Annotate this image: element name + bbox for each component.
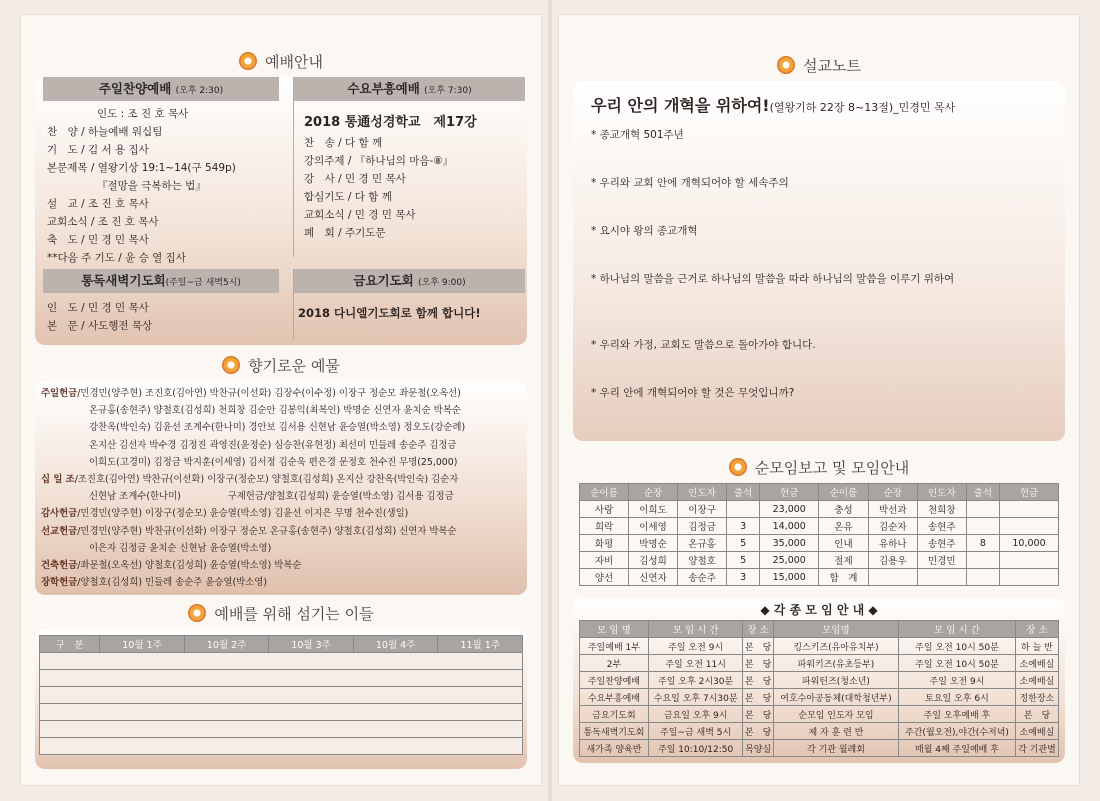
table-cell: 10,000 — [1000, 535, 1059, 552]
table-cell: 본 당 — [743, 723, 774, 740]
table-cell: 희락 — [580, 518, 629, 535]
table-cell: 주일~금 새벽 5시 — [648, 723, 742, 740]
table-header-cell: 10월 2주 — [184, 636, 269, 653]
wednesday-heading: 2018 통通성경학교 제17강 — [304, 115, 477, 130]
offering-label: 장학헌금 — [41, 577, 78, 589]
sermon-note: * 하나님의 말씀을 근거로 하나님의 말씀을 따라 하나님의 말씀을 이루기 위하여 — [591, 273, 955, 285]
table-cell: 양선 — [580, 569, 629, 586]
table-cell: 2부 — [580, 655, 649, 672]
flower-icon — [777, 56, 795, 74]
offering-title-text: 향기로운 예물 — [248, 356, 340, 375]
offering-names: /민경민(양주현) 조진호(김아연) 박찬규(이선화) 김장수(이수정) 이장구 정순모 좌문철(오옥선) — [77, 388, 461, 399]
table-row — [580, 706, 1059, 723]
friday-text: 2018 다니엘기도회로 함께 합니다! — [298, 306, 481, 320]
table-cell: 3 — [727, 569, 760, 586]
table-cell: 본 당 — [743, 638, 774, 655]
sunday-line: 축 도 / 민 경 민 목사 — [47, 234, 149, 246]
table-cell: 새가족 양육반 — [580, 740, 649, 757]
servers-table — [39, 635, 523, 755]
table-cell: 본 당 — [743, 689, 774, 706]
table-cell: 수요일 오후 7시30분 — [648, 689, 742, 706]
table-row — [40, 721, 523, 738]
table-row — [580, 501, 1059, 518]
table-cell: 주일 오후예배 후 — [899, 706, 1016, 723]
group-section-title — [559, 455, 1079, 479]
table-cell: 김용우 — [868, 552, 917, 569]
table-header-cell: 헌금 — [1000, 484, 1059, 501]
table-cell: 통독새벽기도회 — [580, 723, 649, 740]
offering-names: /민경민(양주현) 이장구(정순모) 윤승열(박소영) 김윤선 이지은 무명 천수진(생일) — [77, 508, 409, 520]
table-cell — [40, 738, 523, 755]
offering-line — [41, 454, 521, 471]
offering-label: 건축헌금 — [41, 560, 78, 572]
right-page — [558, 14, 1080, 786]
table-row — [40, 687, 523, 704]
sunday-line: 찬 양 / 하늘예배 워십팀 — [47, 126, 163, 138]
table-cell: 킹스키즈(유아유치부) — [773, 638, 898, 655]
worship-title-text: 예배안내 — [265, 52, 323, 71]
table-header-cell: 출석 — [727, 484, 760, 501]
table-cell: 5 — [727, 552, 760, 569]
table-cell: 각 기관별 — [1015, 740, 1058, 757]
table-header-cell: 순장 — [868, 484, 917, 501]
table-header-cell: 순이름 — [819, 484, 869, 501]
table-row — [580, 655, 1059, 672]
sunday-line: 인도 : 조 진 호 목사 — [97, 108, 189, 120]
table-cell: 신연자 — [629, 569, 678, 586]
friday-time: (오후 9:00) — [418, 278, 466, 288]
table-cell: 여호수아공동체(대학청년부) — [773, 689, 898, 706]
dawn-line: 본 문 / 사도행전 묵상 — [47, 320, 153, 332]
sunday-header — [43, 77, 279, 101]
table-cell: 주일 오전 11시 — [648, 655, 742, 672]
table-header-cell: 10월 3주 — [269, 636, 354, 653]
sunday-block — [43, 77, 279, 264]
table-cell: 25,000 — [760, 552, 819, 569]
dawn-block — [43, 269, 279, 339]
table-cell — [40, 721, 523, 738]
table-cell: 주일 오전 9시 — [899, 672, 1016, 689]
table-cell — [1000, 501, 1059, 518]
table-cell: 소예배실 — [1015, 655, 1058, 672]
offering-line — [41, 523, 521, 540]
offering-line — [41, 419, 521, 436]
table-cell: 본 당 — [1015, 706, 1058, 723]
table-cell: 민경민 — [917, 552, 966, 569]
table-row — [580, 535, 1059, 552]
table-cell: 본 당 — [743, 706, 774, 723]
table-header-cell: 모임명 — [773, 621, 898, 638]
sermon-section-title — [559, 53, 1079, 77]
sermon-notes — [591, 126, 1047, 402]
offering-names: 이희도(고경미) 김정금 박지훈(이세영) 김서정 김순욱 편은경 문정호 천수진 무명(25,000) — [89, 456, 458, 468]
table-cell: 목양실 — [743, 740, 774, 757]
sunday-line: 기 도 / 김 서 용 집사 — [47, 144, 149, 156]
flower-icon — [188, 604, 206, 622]
offering-line — [41, 402, 521, 419]
table-header-cell: 10월 4주 — [353, 636, 438, 653]
table-cell: 본 당 — [743, 655, 774, 672]
table-cell: 이장구 — [678, 501, 727, 518]
friday-header — [294, 269, 525, 293]
table-cell: 온규홍 — [678, 535, 727, 552]
table-header-cell: 인도자 — [678, 484, 727, 501]
wednesday-line: 교회소식 / 민 경 민 목사 — [304, 209, 416, 221]
table-row — [40, 704, 523, 721]
table-cell: 송순주 — [678, 569, 727, 586]
table-row — [580, 569, 1059, 586]
friday-block — [293, 269, 525, 339]
table-cell: 하 늘 반 — [1015, 638, 1058, 655]
sunday-title: 주일찬양예배 — [98, 81, 172, 96]
table-cell: 이세영 — [629, 518, 678, 535]
meeting-panel — [573, 598, 1065, 763]
table-cell — [966, 552, 999, 569]
table-header-cell: 순이름 — [580, 484, 629, 501]
sunday-line: 교회소식 / 조 진 호 목사 — [47, 216, 159, 228]
offering-names: /조진호(김아연) 박찬규(이선화) 이장구(정순모) 양철호(김성희) 온지산 강찬옥(박인숙) 김순자 — [74, 474, 459, 486]
table-cell: 김순자 — [868, 518, 917, 535]
table-cell: 절제 — [819, 552, 869, 569]
table-cell: 천희창 — [917, 501, 966, 518]
table-cell — [40, 653, 523, 670]
offering-names: 강찬옥(박인숙) 김윤선 조계수(한나미) 경안보 김서용 신현남 윤승열(박소영) 정오도(강순례) — [89, 422, 466, 434]
table-cell: 35,000 — [760, 535, 819, 552]
table-header-cell: 11월 1주 — [438, 636, 523, 653]
offering-line — [41, 488, 521, 505]
table-cell: 양철호 — [678, 552, 727, 569]
table-cell: 본 당 — [743, 672, 774, 689]
sermon-note: * 종교개혁 501주년 — [591, 129, 684, 141]
offering-list — [41, 385, 521, 591]
left-page — [20, 14, 542, 786]
wednesday-line: 강의주제 / 『하나님의 마음-⑧』 — [304, 155, 454, 167]
offering-line — [41, 437, 521, 454]
table-cell: 사랑 — [580, 501, 629, 518]
sunday-line: 본문제목 / 열왕기상 19:1~14(구 549p) — [47, 162, 236, 174]
meeting-title: ◆ 각 종 모 임 안 내 ◆ — [760, 603, 878, 617]
servers-panel — [35, 629, 527, 769]
wednesday-line: 합심기도 / 다 함 께 — [304, 191, 392, 203]
table-cell: 송현주 — [917, 535, 966, 552]
table-header-cell: 장 소 — [743, 621, 774, 638]
table-cell: 3 — [727, 518, 760, 535]
table-cell: 충성 — [819, 501, 869, 518]
table-cell: 파워틴즈(청소년) — [773, 672, 898, 689]
offering-label: 감사헌금 — [41, 508, 78, 520]
table-cell — [966, 501, 999, 518]
table-cell: 주일 오전 10시 50분 — [899, 638, 1016, 655]
wednesday-line: 폐 회 / 주기도문 — [304, 227, 386, 239]
table-header-cell: 장 소 — [1015, 621, 1058, 638]
table-cell: 화평 — [580, 535, 629, 552]
table-row — [580, 552, 1059, 569]
offering-line — [41, 471, 521, 488]
table-row — [40, 670, 523, 687]
table-cell: 순모임 인도자 모임 — [773, 706, 898, 723]
table-cell: 박선과 — [868, 501, 917, 518]
dawn-header — [43, 269, 279, 293]
table-cell: 김성희 — [629, 552, 678, 569]
table-cell: 주일 오전 10시 50분 — [899, 655, 1016, 672]
table-header-cell: 헌금 — [760, 484, 819, 501]
wednesday-block — [293, 77, 525, 257]
table-header-cell: 모 임 명 — [580, 621, 649, 638]
table-cell: 8 — [966, 535, 999, 552]
table-cell: 주일 10:10/12:50 — [648, 740, 742, 757]
meeting-table-body — [580, 638, 1059, 757]
fold-spine — [548, 0, 552, 801]
worship-section-title — [21, 49, 541, 73]
offering-names: 이은자 김정금 윤치순 신현남 윤승열(박소영) — [89, 542, 272, 554]
table-header-cell: 10월 1주 — [100, 636, 185, 653]
table-cell: 주일찬양예배 — [580, 672, 649, 689]
table-cell — [40, 704, 523, 721]
friday-title: 금요기도회 — [353, 273, 414, 288]
sermon-heading: 우리 안의 개혁을 위하여! — [591, 96, 770, 115]
table-header-row — [40, 636, 523, 653]
table-cell: 매월 4째 주일예배 후 — [899, 740, 1016, 757]
table-header-cell: 모 임 시 간 — [899, 621, 1016, 638]
table-cell: 주간(월오전),야간(수저녁) — [899, 723, 1016, 740]
table-header-cell: 인도자 — [917, 484, 966, 501]
table-cell: 합 계 — [819, 569, 869, 586]
table-row — [580, 723, 1059, 740]
table-cell: 23,000 — [760, 501, 819, 518]
dawn-time: (주일~금 새벽5시) — [165, 278, 241, 288]
table-cell: 주일예배 1부 — [580, 638, 649, 655]
table-cell — [727, 501, 760, 518]
table-cell — [1000, 569, 1059, 586]
table-cell: 토요일 오후 6시 — [899, 689, 1016, 706]
table-cell: 정한장소 — [1015, 689, 1058, 706]
sunday-line: 『절망을 극복하는 법』 — [97, 180, 206, 192]
table-cell: 소예배실 — [1015, 672, 1058, 689]
offering-names: /좌문철(오옥선) 양철호(김성희) 윤승열(박소영) 박복순 — [77, 560, 302, 572]
wednesday-line: 강 사 / 민 경 민 목사 — [304, 173, 406, 185]
table-row — [580, 740, 1059, 757]
table-cell: 박명순 — [629, 535, 678, 552]
table-header-row — [580, 621, 1059, 638]
sunday-lines — [43, 101, 279, 267]
dawn-line: 인 도 / 민 경 민 목사 — [47, 302, 149, 314]
flower-icon — [222, 356, 240, 374]
offering-names: /양철호(김성희) 민들레 송순주 윤승열(박소영) — [77, 577, 267, 589]
sermon-panel — [573, 81, 1065, 441]
offering-names: 온지산 김선자 박수경 김정진 곽영진(윤정순) 심승찬(유현정) 최선미 민들레 송순주 김정금 — [89, 439, 457, 451]
sermon-note: * 요시야 왕의 종교개혁 — [591, 225, 698, 237]
table-cell — [868, 569, 917, 586]
table-cell: 제 자 훈 련 반 — [773, 723, 898, 740]
table-cell: 금요일 오후 9시 — [648, 706, 742, 723]
group-title-text: 순모임보고 및 모임안내 — [754, 458, 910, 477]
table-cell — [1000, 518, 1059, 535]
table-cell — [917, 569, 966, 586]
table-header-cell: 구 분 — [40, 636, 100, 653]
table-cell: 주일 오후 2시30분 — [648, 672, 742, 689]
group-table-body — [580, 501, 1059, 586]
table-cell: 5 — [727, 535, 760, 552]
table-cell: 자비 — [580, 552, 629, 569]
wednesday-time: (오후 7:30) — [424, 86, 472, 96]
sermon-note: * 우리 안에 개혁되어야 할 것은 무엇입니까? — [591, 387, 795, 399]
sermon-note: * 우리와 교회 안에 개혁되어야 할 세속주의 — [591, 177, 789, 189]
table-row — [580, 638, 1059, 655]
table-cell: 14,000 — [760, 518, 819, 535]
table-cell: 주일 오전 9시 — [648, 638, 742, 655]
wednesday-header — [294, 77, 525, 101]
table-cell: 온유 — [819, 518, 869, 535]
table-row — [580, 518, 1059, 535]
offering-line — [41, 385, 521, 402]
dawn-title: 통독새벽기도회 — [81, 273, 166, 288]
flower-icon — [239, 52, 257, 70]
wednesday-lines — [294, 101, 525, 242]
table-cell: 송현주 — [917, 518, 966, 535]
table-cell: 15,000 — [760, 569, 819, 586]
offering-names: 온규홍(송현주) 양철호(김성희) 천희창 김순안 김봉익(최복인) 박명순 신연자 윤치순 박복순 — [89, 405, 461, 417]
table-cell: 김정금 — [678, 518, 727, 535]
table-cell: 이희도 — [629, 501, 678, 518]
sermon-heading-row — [591, 93, 1047, 116]
sunday-line: 설 교 / 조 진 호 목사 — [47, 198, 149, 210]
table-header-cell: 모 임 시 간 — [648, 621, 742, 638]
table-cell — [40, 687, 523, 704]
table-header-row — [580, 484, 1059, 501]
sunday-line: **다음 주 기도 / 윤 승 열 집사 — [47, 252, 186, 264]
offering-label: 선교헌금 — [41, 525, 78, 537]
offering-names: 신현남 조계수(한나미) 구제헌금/양철호(김성희) 윤승열(박소영) 김서용 김정금 — [89, 491, 454, 503]
table-header-cell: 출석 — [966, 484, 999, 501]
table-cell — [966, 518, 999, 535]
wednesday-title: 수요부흥예배 — [347, 81, 420, 96]
offering-section-title — [21, 353, 541, 377]
offering-names: /민경민(양주현) 박찬규(이선화) 이장구 정순모 온규홍(송현주) 양철호(김성희) 신연자 박복순 — [77, 525, 457, 537]
table-row — [580, 672, 1059, 689]
worship-panel — [35, 77, 527, 345]
offering-line — [41, 540, 521, 557]
sunday-time: (오후 2:30) — [175, 86, 224, 96]
group-table — [579, 483, 1059, 586]
table-cell — [40, 670, 523, 687]
sermon-ref: (열왕기하 22장 8~13절)_민경민 목사 — [769, 101, 956, 114]
offering-label: 십 일 조 — [41, 474, 75, 486]
wednesday-line: 찬 송 / 다 함 께 — [304, 137, 383, 149]
table-header-cell: 순장 — [629, 484, 678, 501]
sermon-title-text: 설교노트 — [803, 56, 861, 75]
offering-line — [41, 557, 521, 574]
table-cell: 각 기관 월례회 — [773, 740, 898, 757]
table-cell: 수요부흥예배 — [580, 689, 649, 706]
table-cell: 금요기도회 — [580, 706, 649, 723]
sermon-note: * 우리와 가정, 교회도 말씀으로 돌아가야 합니다. — [591, 339, 816, 351]
dawn-lines — [43, 293, 279, 335]
flower-icon — [729, 458, 747, 476]
offering-line — [41, 574, 521, 591]
table-row — [40, 653, 523, 670]
offering-line — [41, 505, 521, 522]
table-row — [40, 738, 523, 755]
offering-panel — [35, 381, 527, 595]
table-cell — [1000, 552, 1059, 569]
servers-section-title — [21, 601, 541, 625]
table-row — [580, 689, 1059, 706]
table-cell: 유하나 — [868, 535, 917, 552]
group-table-wrap — [579, 483, 1059, 586]
servers-title-text: 예배를 위해 섬기는 이들 — [214, 604, 374, 623]
meeting-table — [579, 620, 1059, 757]
table-cell — [966, 569, 999, 586]
table-cell: 소예배실 — [1015, 723, 1058, 740]
table-cell: 파워키즈(유초등부) — [773, 655, 898, 672]
table-cell: 인내 — [819, 535, 869, 552]
offering-label: 주일헌금 — [41, 388, 78, 399]
